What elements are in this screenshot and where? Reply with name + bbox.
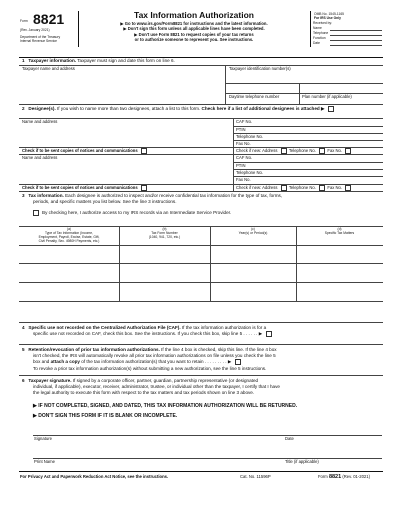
designee1-tel-label: Telephone No. [236,134,264,139]
designee1-name-field[interactable] [22,125,230,147]
title-field[interactable] [283,446,382,457]
designee2-new-address-label: Check if new: Address [236,185,278,191]
line6-heading [22,378,382,384]
line6-text-b: individual, if applicable), executor, receiver, administrator, trustee, or individual other than the taxpayer, I certify that I have [33,384,280,389]
line1-text: Taxpayer must sign and date this form on line 6. [76,58,175,63]
title-label: Title (if applicable) [285,459,319,464]
catalog-number: Cat. No. 11596P [240,474,271,479]
daytime-phone-label: Daytime telephone number [229,94,280,99]
line4-text-b: specific use not recorded on CAF, check this box. See the instructions. If you check this box, skip line 5 . . . . . . ▶ [33,331,263,337]
table-row[interactable] [19,246,383,262]
designee2-caf-label: CAF No. [236,155,253,160]
designee1-new-fax-label: Fax No. [327,148,343,154]
designee2-new-tel-label: Telephone No. [288,185,316,191]
designee2-copies-text: Check if to be sent copies of notices and communications [22,185,138,191]
footer-form-number: 8821 [328,474,342,480]
line1-vdivider [225,65,226,104]
line4-text-a: If the tax information authorization is for a [180,325,267,330]
irs-date-label: Date [313,41,320,45]
warning-dont-sign-blank: ▶ DON'T SIGN THIS FORM IF IT IS BLANK OR INCOMPLETE. [33,413,178,419]
designee1-caf-rule [233,126,383,127]
table-col-divider-2 [210,226,211,301]
irs-name-label: Name [313,26,322,30]
line6-title: Taxpayer signature. [28,378,72,383]
col-b-desc2: (1040, 941, 720, etc.) [148,235,181,239]
irs-function-label: Function [313,36,326,40]
dept-line1: Department of the Treasury [20,35,61,39]
line5-text-d: To revoke a prior tax information authorization(s) without submitting a new authorization, see the line 5 instructions. [33,366,267,371]
irs-use-only: For IRS Use Only [314,16,341,20]
col-b-letter: (b) [162,227,167,231]
line2-bottom-rule [19,191,383,192]
print-name-line [33,458,382,459]
designee1-copies-text: Check if to be sent copies of notices and communications [22,148,138,154]
col-a-letter: (a) [66,227,72,231]
line5-title: Retention/revocation of prior tax information authorizations. [28,347,160,352]
line5-text-b: isn't checked, the IRS will automatically revoke all prior tax information authorizations on file unless you check the line 5 [33,353,276,358]
line5-text-c-bold: attach a copy [50,359,80,365]
signature-field[interactable] [33,422,278,434]
table-row[interactable] [19,283,383,300]
designee1-caf-label: CAF No. [236,119,253,124]
signature-line [33,435,382,436]
line3-text-a: Each designee is authorized to inspect and/or receive confidential tax information for the type of tax, forms, [63,193,283,198]
ives-line [33,210,231,216]
privacy-notice: For Privacy Act and Paperwork Reduction Act Notice, see the instructions. [20,474,169,479]
table-bottom-rule [19,301,383,302]
designee2-name-label: Name and address [22,155,58,160]
line3-text-b: periods, and specific matters you list below. See the line 3 instructions. [33,199,177,204]
line5-num: 5 [22,347,25,352]
col-c-desc1: Year(s) or Period(s) [238,231,268,235]
tin-label: Taxpayer identification number(s) [229,66,291,71]
omb-number: OMB No. 1545-1165 [314,12,344,16]
instruction-dont-use: ▶ Don't use Form 8821 to request copies of your tax returns [134,32,254,37]
received-by-label: Received by: [313,21,333,25]
col-a-desc2: Employment, Payroll, Excise, Estate, Gift, [38,235,100,239]
line5-text-c1: box and [33,359,51,365]
col-b-header [119,227,210,239]
line1-num: 1 [22,58,25,63]
taxpayer-name-label: Taxpayer name and address [22,66,75,71]
dept-line2: Internal Revenue Service [20,39,58,43]
line2-num: 2 [22,106,25,112]
col-a-header [19,227,119,243]
designee1-fax-label: Fax No. [236,141,251,146]
irs-function-line [330,40,382,41]
designee1-ptin-label: PTIN [236,127,246,132]
line4-checkbox[interactable] [266,331,272,337]
designee2-name-field[interactable] [22,161,230,183]
designee1-name-label: Name and address [22,119,58,124]
footer-form-rev: (Rev. 01-2021) [341,474,370,479]
line3-heading [22,193,382,199]
print-name-label: Print Name [34,459,55,464]
line2-attached-text: Check here if a list of additional designees is attached ▶ [201,106,325,112]
line5-checkbox[interactable] [235,359,241,365]
designee1-new-address-label: Check if new: Address [236,148,278,154]
instruction-represent: or to authorize someone to represent you. See instructions. [134,37,254,42]
col-c-letter: (c) [251,227,255,231]
designee2-caf-rule [233,162,383,163]
line5-text-c2: of the tax information authorization(s) that you want to retain . . . . . . . . . ▶ [79,359,232,365]
designee2-ptin-label: PTIN [236,163,246,168]
col-d-header [296,227,383,235]
designee2-new-fax-label: Fax No. [327,185,343,191]
form-label: Form [20,19,28,23]
signature-label: Signature [34,436,52,441]
line1-bottom-rule [19,104,383,105]
table-row[interactable] [19,264,383,281]
footer-form-label: Form [318,474,329,479]
ives-checkbox[interactable] [33,210,39,216]
line4-num: 4 [22,325,25,330]
phone-plan-divider [299,83,300,104]
irs-telephone-label: Telephone [313,31,329,35]
line2-heading [22,106,382,112]
line5-heading [22,347,382,353]
line4-title: Specific use not recorded on the Centralized Authorization File (CAF). [28,325,181,330]
designee1-bottom-rule [19,154,383,155]
line6-text-c: the legal authority to execute this form with respect to the tax matters and tax periods shown on line 3 above. [33,390,255,395]
form-number: 8821 [33,11,65,27]
line5-text-a: If the line 4 box is checked, skip this line. If the line 4 box [159,347,277,352]
line4-bottom-rule [19,344,383,345]
col-a-desc1: Type of Tax Information (Income, [45,231,93,235]
plan-number-field[interactable] [302,84,382,93]
table-col-divider-1 [119,226,120,301]
designee1-tel-rule [233,140,383,141]
irs-telephone-line [330,35,382,36]
additional-designees-checkbox[interactable] [328,106,334,112]
footer-rule [19,471,383,472]
designee2-fax-label: Fax No. [236,177,251,182]
line2-rule [19,118,383,119]
line6-num: 6 [22,378,25,383]
line3-title: Tax information. [28,193,64,198]
col-d-letter: (d) [337,227,342,231]
col-c-header [210,227,296,235]
plan-number-label: Plan number (if applicable) [302,94,352,99]
date-label: Date [285,436,294,441]
form-title: Tax Information Authorization [134,10,254,20]
line5-text-c-wrap [33,359,241,365]
revision-date: (Rev. January 2021) [20,28,50,32]
taxpayer-name-field[interactable] [22,72,222,104]
designee1-new-tel-label: Telephone No. [288,148,316,154]
tin-field[interactable] [228,72,382,82]
daytime-phone-field[interactable] [228,84,298,93]
col-a-desc3: Civil Penalty, Sec. 4980H Payments, etc.) [38,239,100,243]
line6-text-a: If signed by a corporate officer, partner, guardian, partnership representative (or designated [71,378,259,383]
designee2-tel-rule [233,176,383,177]
line1-heading [22,58,175,64]
footer-form-id [318,474,370,480]
header-divider-right [310,11,311,47]
warning-not-completed: ▶ IF NOT COMPLETED, SIGNED, AND DATED, THIS TAX INFORMATION AUTHORIZATION WILL BE RETURNED. [33,403,298,409]
line4-text-b-wrap [33,331,272,337]
col-b-desc1: Tax Form Number [151,231,178,235]
col-d-desc1: Specific Tax Matters [324,231,355,235]
line4-heading [22,325,382,331]
line1-title: Taxpayer information. [28,58,77,63]
irs-date-line [330,45,382,46]
print-name-field[interactable] [33,446,278,457]
designee2-vdivider [233,154,234,191]
line4-top-rule [19,322,383,323]
ives-text: By checking here, I authorize access to my IRS records via an Intermediate Service Provider. [42,210,232,216]
designee2-tel-label: Telephone No. [236,170,264,175]
instruction-go-to: ▶ Go to www.irs.gov/Form8821 for instructions and the latest information. [120,21,268,26]
irs-name-line [330,30,382,31]
line3-num: 3 [22,193,25,198]
line2-title: Designee(s). [28,106,56,112]
designee1-vdivider [233,118,234,154]
line5-bottom-rule [19,375,383,376]
date-field[interactable] [283,422,382,434]
instruction-dont-sign: ▶ Don't sign this form unless all applicable lines have been completed. [123,26,265,31]
line2-text: If you wish to name more than two designees, attach a list to this form. [55,106,202,112]
table-col-divider-3 [296,226,297,301]
